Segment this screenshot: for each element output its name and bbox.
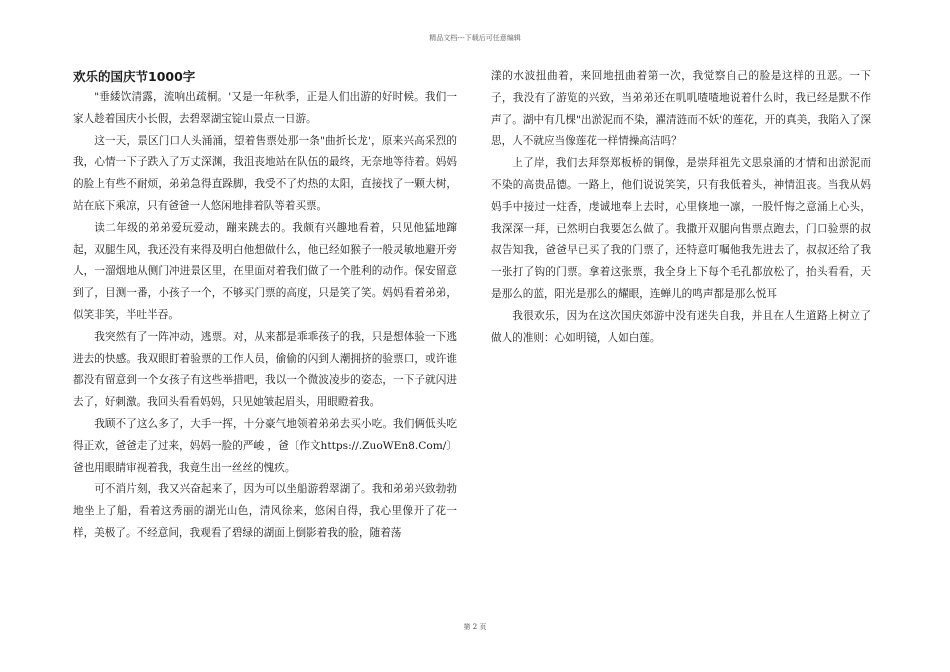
paragraph-2: 这一天，景区门口人头涌涌，望着售票处那一条"曲折长龙'，原来兴高采烈的我，心情一下子跌入了万丈深渊，我沮丧地站在队伍的最终，无奈地等待着。妈妈的脸上有些不耐烦，弟弟急得直跺脚，我受不了灼热的太阳，直接找了一颗大树，站在底下乘凉，只有爸爸一人悠闲地排着队等着买票。: [73, 134, 457, 212]
paragraph-8: 我很欢乐，因为在这次国庆郊游中没有迷失自我，并且在人生道路上树立了做人的准则：心如明镜，人如白莲。: [491, 309, 871, 344]
page-header: 精品文档---下载后可任意编辑: [429, 34, 521, 42]
paragraph-4: 我突然有了一阵冲动，逃票。对，从来都是乖乖孩子的我，只是想体验一下逃进去的快感。我双眼盯着验票的工作人员，偷偷的闪到人潮拥挤的验票口，或许谁都没有留意到一个女孩子有这些举措吧，我以一个微波凌步的姿态，一下子就闪进去了，好刺激。我回头看看妈妈，只见她皱起眉头，用眼瞪着我。: [73, 330, 457, 409]
page-number: 第 2 页: [463, 623, 487, 631]
right-column: [491, 66, 871, 349]
paragraph-1: "垂緌饮清露，流响出疏桐。'又是一年秋季，正是人们出游的好时候。我们一家人趁着国庆小长假，去碧翠湖宝锭山景点一日游。: [73, 91, 457, 125]
paragraph-6-continued: 漾的水波扭曲着，来回地扭曲着第一次，我觉察自己的脸是这样的丑恶。一下子，我没有了游览的兴致，当弟弟还在叽叽喳喳地说着什么时，我已经是默不作声了。湖中有几棵"出淤泥而不染，濯清涟而不妖'的莲花，开的真美，我陷入了深思，人不就应当像莲花一样情操高洁吗？: [491, 70, 871, 148]
paragraph-6: 可不消片刻，我又兴奋起来了，因为可以坐船游碧翠湖了。我和弟弟兴致勃勃地坐上了船，看着这秀丽的湖光山色，清风徐来，悠闲自得，我心里像开了花一样，美极了。不经意间，我观看了碧绿的湖面上倒影着我的脸，随着荡: [73, 483, 457, 539]
left-column: [73, 66, 457, 545]
article-title: 欢乐的国庆节1000字: [73, 69, 196, 84]
paragraph-5: 我顾不了这么多了，大手一挥，十分豪气地领着弟弟去买小吃。我们俩低头吃得正欢，爸爸走了过来，妈妈一脸的严峻 ，爸〔作文https://.ZuoWEn8.Com/〕爸也用眼睛审视着我，我竟生出一丝丝的愧疚。: [73, 417, 457, 474]
paragraph-3: 读二年级的弟弟爱玩爱动，蹦来跳去的。我颇有兴趣地看着，只见他猛地蹿起，双腿生风，我还没有来得及明白他想做什么，他已经如猴子一般灵敏地避开旁人，一溜烟地从侧门冲进景区里，在里面对着我们做了一个胜利的动作。保安留意到了，目测一番，小孩子一个，不够买门票的高度，只是笑了笑。妈妈看着弟弟，似笑非笑，半吐半吞。: [73, 221, 457, 321]
paragraph-7: 上了岸，我们去拜祭郑板桥的铜像，是崇拜祖先文思泉涌的才情和出淤泥而不染的高贵品德。一路上，他们说说笑笑，只有我低着头，神情沮丧。当我从妈妈手中接过一炷香，虔诚地奉上去时，心里倏地一凛，一股忏悔之意涌上心头，我深深一拜，已然明白我要怎么做了。我撒开双腿向售票点跑去，门口验票的叔叔告知我，爸爸早已买了我的门票了，还特意叮嘱他我先进去了，叔叔还给了我一张打了钩的门票。拿着这张票，我全身上下每个毛孔都放松了，抬头看看，天是那么的蓝，阳光是那么的耀眼，连蝉儿的鸣声都是那么悦耳: [491, 157, 871, 300]
